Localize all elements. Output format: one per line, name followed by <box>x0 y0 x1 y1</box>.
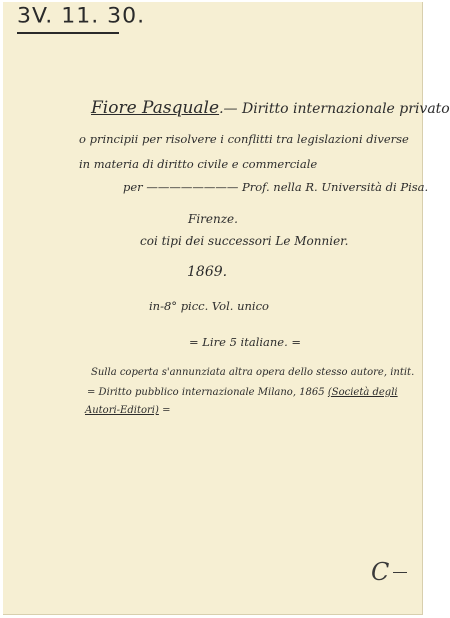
title-line-3: in materia di diritto civile e commerciale <box>79 157 318 171</box>
shelfmark-underline <box>17 32 119 34</box>
note-line-3 <box>85 405 170 416</box>
note-line-1: Sulla coperta s'annunziata altra opera dello stesso autore, intit. <box>91 367 415 378</box>
corner-mark-dash <box>393 572 407 573</box>
imprint-publisher: coi tipi dei successori Le Monnier. <box>140 234 349 248</box>
corner-mark: C <box>371 558 390 586</box>
format-line: in-8° picc. Vol. unico <box>149 299 269 313</box>
title-main: .— Diritto internazionale privato <box>219 101 450 117</box>
title-line-1 <box>91 98 450 118</box>
note-publisher-cont: Autori-Editori) <box>85 405 159 416</box>
price-line: = Lire 5 italiane. = <box>189 335 302 349</box>
shelfmark: 3V. 11. 30. <box>17 4 146 29</box>
index-card <box>3 2 450 615</box>
note-line-2-text: = Diritto pubblico internazionale Milano, 1865 <box>87 387 328 398</box>
imprint-year: 1869. <box>187 264 228 280</box>
imprint-city: Firenze. <box>188 212 238 226</box>
note-end: = <box>158 405 171 416</box>
author-name: Fiore Pasquale <box>91 98 220 118</box>
note-publisher: (Società degli <box>327 387 398 398</box>
note-line-2 <box>87 387 398 398</box>
title-line-2: o principii per risolvere i conflitti tra legislazioni diverse <box>79 132 409 146</box>
author-affiliation: per ———————— Prof. nella R. Università di Pisa. <box>123 180 429 194</box>
